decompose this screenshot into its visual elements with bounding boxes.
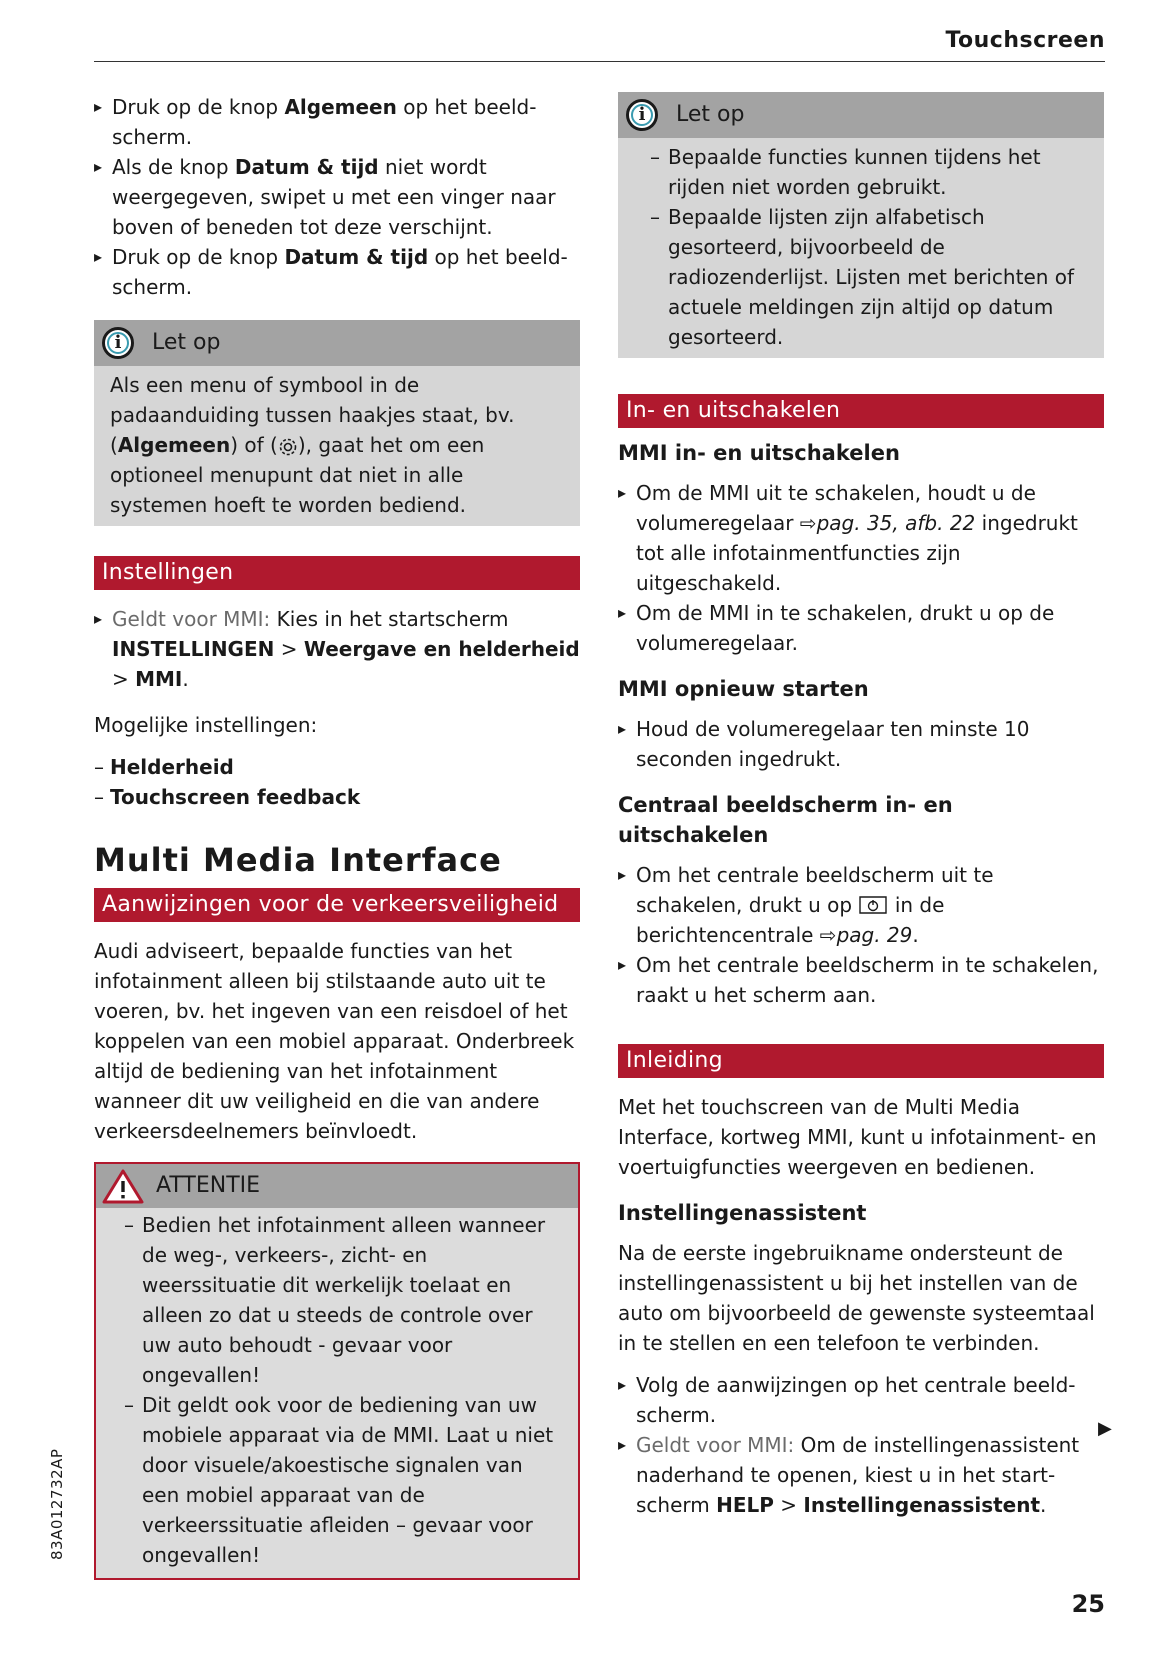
settings-step: ▸ Geldt voor MMI: Kies in het startscherm INSTELLINGEN > Weergave en helderheid > MMI. <box>94 604 580 694</box>
note-box-header <box>618 92 1104 138</box>
mmi-heading: Multi Media Interface <box>94 841 502 879</box>
assistant-heading: Instellingenassistent <box>618 1201 867 1225</box>
page-header-title: Touchscreen <box>945 28 1105 53</box>
note-body <box>618 138 1104 358</box>
note-item: – Bepaalde lijsten zijn alfabetisch gesorteerd, bijvoorbeeld de radiozenderlijst. Lijsten met berichten of actuele meldingen zijn altijd op datum gesorteerd. <box>634 202 1088 352</box>
note-item: – Bepaalde functies kunnen tijdens het rijden niet worden gebruikt. <box>634 142 1088 202</box>
mmi-onoff-step-1: ▸ Om de MMI uit te schakelen, houdt u de volumeregelaar ⇨pag. 35, afb. 22 ingedrukt tot alle infotainmentfuncties zijn uitgeschakeld. <box>618 478 1104 598</box>
warning-triangle-icon <box>102 1168 144 1204</box>
reference-arrow-icon: ⇨ <box>799 511 817 535</box>
right-column <box>618 92 1104 1520</box>
continue-arrow-icon: ▶ <box>1098 1418 1112 1439</box>
intro-step-1: ▸ Druk op de knop Algemeen op het beeld-scherm. <box>94 92 580 152</box>
settings-option: – Helderheid <box>94 752 580 782</box>
display-step-2: ▸ Om het centrale beeldscherm in te schakelen, raakt u het scherm aan. <box>618 950 1104 1010</box>
info-icon: i <box>102 327 134 359</box>
section-bar-inleiding: Inleiding <box>618 1044 1104 1078</box>
note-box-left <box>94 320 580 526</box>
section-bar-safety: Aanwijzingen voor de verkeersveiligheid <box>94 888 580 922</box>
safety-text: Audi adviseert, bepaalde functies van het infotainment alleen bij stilstaande auto uit te voeren, bv. het ingeven van een reisdoel of het koppelen van een mobiel apparaat. Onderbreek altijd de bediening van het infotainment wanneer dit uw veiligheid en die van andere verkeersdeelnemers beïnvloedt. <box>94 939 575 1143</box>
display-heading: Centraal beeldscherm in- en uitschakelen <box>618 793 953 847</box>
intro-step-3: ▸ Druk op de knop Datum & tijd op het beeld-scherm. <box>94 242 580 302</box>
note-box-header <box>94 320 580 366</box>
warning-box <box>94 1162 580 1580</box>
left-column <box>94 92 580 1580</box>
header-rule <box>94 61 1105 62</box>
note-text: Als een menu of symbool in de padaanduiding tussen haakjes staat, bv. (Algemeen) of ( ), gaat het om een optioneel menupunt dat niet in alle systemen hoeft te worden bediend. <box>110 373 515 517</box>
assistant-step-1: ▸ Volg de aanwijzingen op het centrale beeld-scherm. <box>618 1370 1104 1430</box>
display-step-1: ▸ Om het centrale beeldscherm uit te schakelen, drukt u op in de berichtencentrale ⇨pag. 29. <box>618 860 1104 950</box>
mmi-onoff-heading: MMI in- en uitschakelen <box>618 441 900 465</box>
reference-arrow-icon: ⇨ <box>819 923 837 947</box>
document-code: 83A012732AP <box>48 1448 66 1560</box>
intro-step-2: ▸ Als de knop Datum & tijd niet wordt weergegeven, swipet u met een vinger naar boven of beneden tot deze verschijnt. <box>94 152 580 242</box>
info-icon: i <box>626 99 658 131</box>
note-box-right <box>618 92 1104 358</box>
restart-step: ▸ Houd de volumeregelaar ten minste 10 seconden ingedrukt. <box>618 714 1104 774</box>
section-bar-instellingen: Instellingen <box>94 556 580 590</box>
note-body <box>94 366 580 526</box>
restart-heading: MMI opnieuw starten <box>618 677 869 701</box>
settings-option: – Touchscreen feedback <box>94 782 580 812</box>
assistant-text: Na de eerste ingebruikname ondersteunt de instellingenassistent u bij het instellen van de auto om bijvoorbeeld de gewenste systeemtaal in te stellen en een telefoon te verbinden. <box>618 1241 1095 1355</box>
warning-body <box>96 1208 578 1578</box>
section-bar-onoff: In- en uitschakelen <box>618 394 1104 428</box>
warning-title: ATTENTIE <box>156 1173 261 1198</box>
note-title: Let op <box>676 102 745 127</box>
possible-settings-label: Mogelijke instellingen: <box>94 713 318 737</box>
page-number: 25 <box>1071 1590 1105 1618</box>
warning-header <box>96 1164 578 1208</box>
settings-options-list <box>94 752 580 812</box>
note-title: Let op <box>152 330 221 355</box>
warning-item: – Bedien het infotainment alleen wanneer de weg-, verkeers-, zicht- en weerssituatie dit werkelijk toelaat en alleen zo dat u steeds de controle over uw auto behoudt - gevaar voor ongevallen! <box>108 1210 566 1390</box>
intro-steps <box>94 92 580 302</box>
assistant-step-2: ▸ Geldt voor MMI: Om de instellingenassistent naderhand te openen, kiest u in het start-scherm HELP > Instellingenassistent. <box>618 1430 1104 1520</box>
warning-item: – Dit geldt ook voor de bediening van uw mobiele apparaat via de MMI. Laat u niet door visuele/akoestische signalen van een mobiel apparaat van de verkeerssituatie afleiden – gevaar voor ongevallen! <box>108 1390 566 1570</box>
screen-power-icon <box>858 895 888 919</box>
mmi-onoff-step-2: ▸ Om de MMI in te schakelen, drukt u op de volumeregelaar. <box>618 598 1104 658</box>
settings-gear-icon <box>278 437 298 457</box>
intro-text: Met het touchscreen van de Multi Media Interface, kortweg MMI, kunt u infotainment- en voertuigfuncties weergeven en bedienen. <box>618 1095 1097 1179</box>
